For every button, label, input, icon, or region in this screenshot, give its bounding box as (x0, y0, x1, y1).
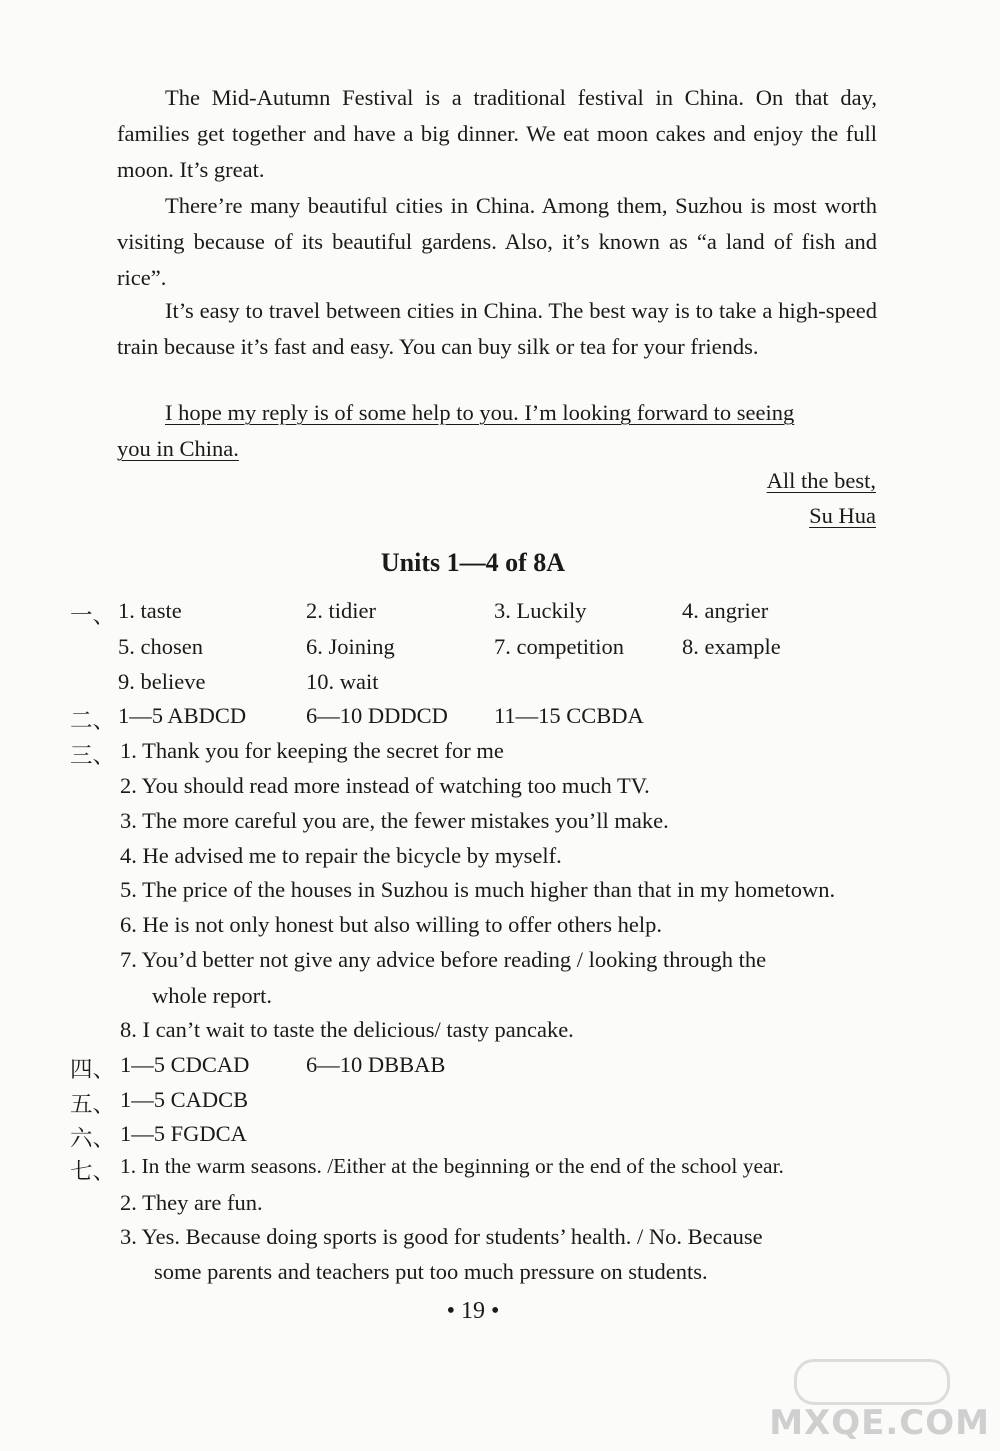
section-4-label: 四、 (70, 1057, 116, 1082)
answer-item: 10. wait (306, 669, 379, 694)
page-number: • 19 • (446, 1298, 500, 1324)
answer-item: 1—5 CDCAD (120, 1052, 250, 1077)
answer-item: 1—5 FGDCA (120, 1121, 247, 1146)
letter-paragraph-3-text: It’s easy to travel between cities in China. The best way is to take a high-speed train because it’s fast and easy. You can buy silk or tea for your friends. (117, 298, 877, 359)
answer-sentence: 3. The more careful you are, the fewer mistakes you’ll make. (120, 808, 669, 833)
letter-signature: Su Hua (809, 503, 876, 528)
letter-paragraph-1-text: The Mid-Autumn Festival is a traditional festival in China. On that day, families get together and have a big dinner. We eat moon cakes and enjoy the full moon. It’s great. (117, 85, 877, 182)
section-1-label: 一、 (70, 603, 116, 628)
letter-paragraph-4-line-1: I hope my reply is of some help to you. I’m looking forward to seeing (165, 400, 795, 425)
letter-closing: All the best, (766, 468, 876, 493)
letter-paragraph-4-line-2: you in China. (117, 436, 239, 461)
answer-item: 1. taste (118, 598, 182, 623)
answer-item: 6—10 DDDCD (306, 703, 448, 728)
answer-item: 8. example (682, 634, 781, 659)
section-2-label: 二、 (70, 708, 116, 733)
answer-sentence-continuation: whole report. (152, 983, 272, 1008)
section-6-label: 六、 (70, 1126, 116, 1151)
answer-item: 11—15 CCBDA (494, 703, 644, 728)
section-5-label: 五、 (70, 1092, 116, 1117)
answer-item: 9. believe (118, 669, 206, 694)
answer-item: 6—10 DBBAB (306, 1052, 446, 1077)
section-heading: Units 1—4 of 8A (380, 548, 566, 577)
answer-sentence: 7. You’d better not give any advice before reading / looking through the (120, 947, 767, 972)
answer-sentence: 2. You should read more instead of watching too much TV. (120, 773, 650, 798)
letter-paragraph-2 (117, 188, 877, 296)
answer-sentence: 4. He advised me to repair the bicycle by myself. (120, 843, 562, 868)
answer-item: 4. angrier (682, 598, 769, 623)
answer-sentence: 2. They are fun. (120, 1190, 263, 1215)
watermark: MXQE.COM (769, 1403, 990, 1443)
answer-sentence: 1. Thank you for keeping the secret for me (120, 738, 504, 763)
answer-item: 1—5 CADCB (120, 1087, 249, 1112)
answer-sentence: 1. In the warm seasons. /Either at the beginning or the end of the school year. (120, 1154, 784, 1178)
answer-sentence: 3. Yes. Because doing sports is good for students’ health. / No. Because (120, 1224, 763, 1249)
answer-item: 2. tidier (306, 598, 376, 623)
answer-item: 3. Luckily (494, 598, 587, 623)
answer-sentence: 8. I can’t wait to taste the delicious/ tasty pancake. (120, 1017, 574, 1042)
letter-paragraph-2-text: There’re many beautiful cities in China. Among them, Suzhou is most worth visiting because of its beautiful gardens. Also, it’s known as “a land of fish and rice”. (117, 193, 877, 290)
answer-item: 1—5 ABDCD (118, 703, 247, 728)
answer-item: 5. chosen (118, 634, 203, 659)
answer-item: 7. competition (494, 634, 624, 659)
answer-sentence-continuation: some parents and teachers put too much pressure on students. (154, 1259, 708, 1284)
section-3-label: 三、 (70, 743, 116, 768)
answer-sentence: 5. The price of the houses in Suzhou is much higher than that in my hometown. (120, 877, 836, 902)
answer-item: 6. Joining (306, 634, 395, 659)
answer-sentence: 6. He is not only honest but also willing to offer others help. (120, 912, 663, 937)
watermark-logo-icon (794, 1359, 950, 1405)
section-7-label: 七、 (70, 1159, 116, 1184)
letter-paragraph-3 (117, 293, 877, 365)
letter-paragraph-1 (117, 80, 877, 188)
